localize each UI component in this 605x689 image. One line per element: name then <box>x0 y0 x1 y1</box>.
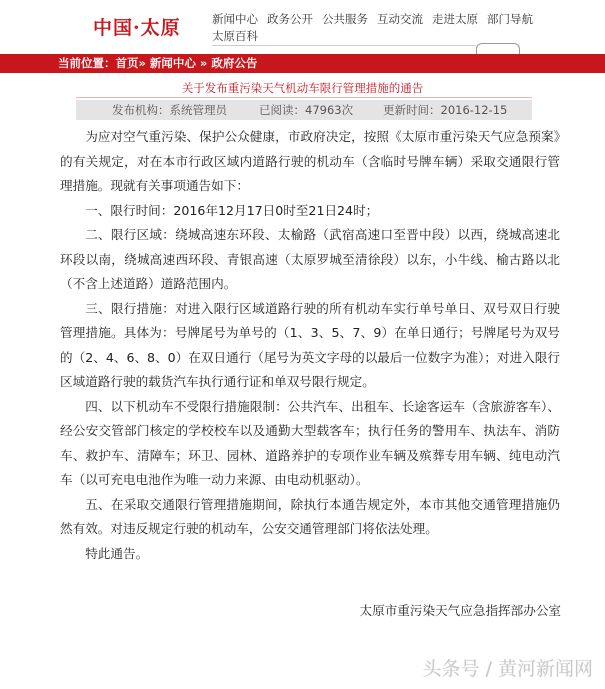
main-nav <box>212 11 542 45</box>
title-divider <box>76 97 532 98</box>
nav-item-public-service[interactable]: 公共服务 <box>322 12 368 26</box>
nav-item-news[interactable]: 新闻中心 <box>212 12 258 26</box>
article-body <box>60 125 560 566</box>
paragraph-measures: 三、限行措施：对进入限行区域道路行驶的所有机动车实行单号单日、双号双日行驶管理措施。具体为：号牌尾号为单号的（1、3、5、7、9）在单日通行；号牌尾号为双号的（2、4、6、8、0）在双日通行（尾号为英文字母的以最后一位数字为准）；对进入限行区域道路行驶的载货汽车执行通行证和单双号限行规定。 <box>60 300 560 389</box>
nav-item-encyclopedia[interactable]: 太原百科 <box>212 29 258 43</box>
article-title: 关于发布重污染天气机动车限行管理措施的通告 <box>181 81 424 95</box>
nav-item-government-affairs[interactable]: 政务公开 <box>267 12 313 26</box>
nav-item-interaction[interactable]: 互动交流 <box>377 12 423 26</box>
paragraph-closing: 特此通告。 <box>85 545 149 561</box>
watermark: 头条号 / 黄河新闻网 <box>422 658 593 680</box>
paragraph-area: 二、限行区域：绕城高速东环段、太榆路（武宿高速口至晋中段）以西，绕城高速北环段以南，绕城高速西环段、青银高速（太原罗城至清徐段）以东，小牛线、榆古路以北（不含上述道路）道路范围内。 <box>60 227 560 291</box>
paragraph-exemptions: 四、以下机动车不受限行措施限制：公共汽车、出租车、长途客运车（含旅游客车）、经公安交管部门核定的学校校车以及通勤大型载客车；执行任务的警用车、执法车、消防车、救护车、清障车；环卫、园林、道路养护的专项作业车辆及殡葬专用车辆、纯电动汽车（以可充电电池作为唯一动力来源、由电动机驱动）。 <box>60 398 560 487</box>
article-signature: 太原市重污染天气应急指挥部办公室 <box>359 603 561 618</box>
site-logo[interactable]: 中国·太原 <box>93 17 181 39</box>
paragraph-enforcement: 五、在采取交通限行管理措施期间，除执行本通告规定外，本市其他交通管理措施仍然有效。对违反规定行驶的机动车，公安交通管理部门将依法处理。 <box>60 496 560 536</box>
paragraph-intro: 为应对空气重污染、保护公众健康，市政府决定，按照《太原市重污染天气应急预案》的有关规定，对在本市行政区域内道路行驶的机动车（含临时号牌车辆）采取交通限行管理措施。现就有关事项通告如下： <box>60 129 560 193</box>
site-header <box>0 0 605 52</box>
article-meta <box>76 100 532 120</box>
nav-item-about-taiyuan[interactable]: 走进太原 <box>432 12 478 26</box>
nav-item-department-guide[interactable]: 部门导航 <box>487 12 533 26</box>
header-divider <box>212 45 476 46</box>
search-box[interactable] <box>476 43 520 54</box>
meta-publisher: 发布机构：系统管理员 <box>112 103 227 117</box>
meta-updated: 更新时间：2016-12-15 <box>383 103 508 117</box>
meta-views: 已阅读：47963次 <box>259 103 354 117</box>
paragraph-time: 一、限行时间：2016年12月17日0时至21日24时； <box>85 202 379 218</box>
breadcrumb: 当前位置：首页» 新闻中心 » 政府公告 <box>0 54 605 73</box>
